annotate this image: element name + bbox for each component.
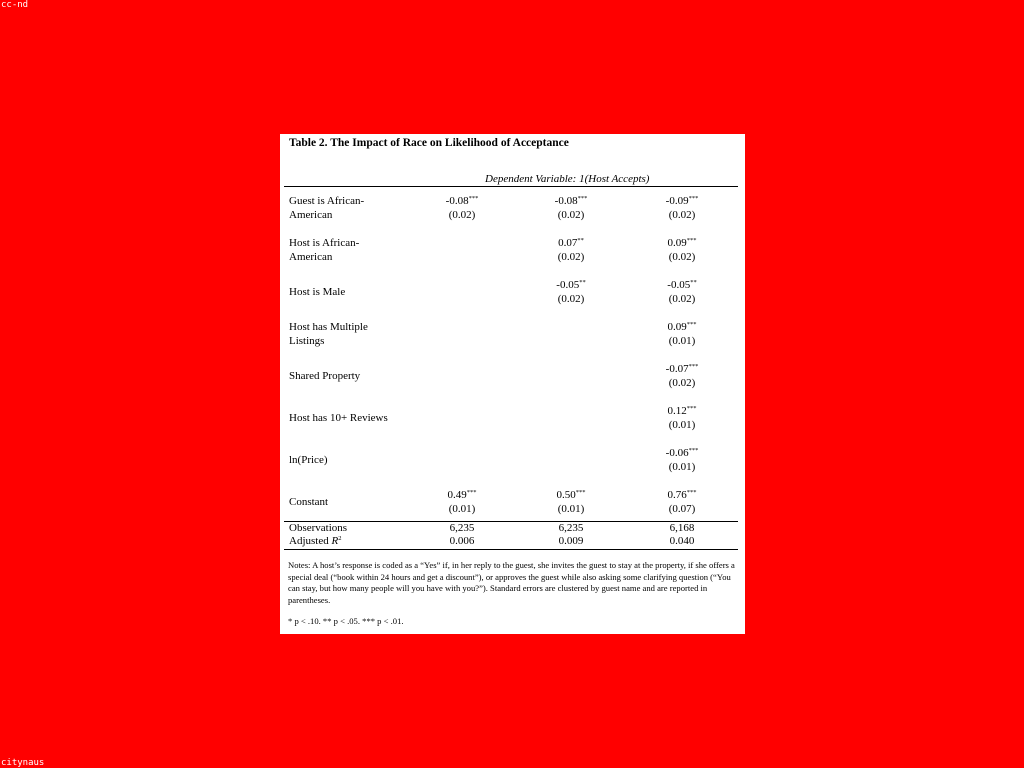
observations-col1: 6,235 [449,522,475,534]
coefficient-cell [531,489,611,516]
coefficient-value [642,279,722,293]
significance-stars: *** [686,237,697,244]
coefficient-value [642,489,722,503]
row-label [289,286,409,300]
coefficient: 0.09 [667,237,687,249]
significance-stars: *** [686,489,697,496]
bottom-rule [284,549,738,550]
coefficient-cell [531,279,611,306]
coefficient-cell [642,237,722,264]
standard-error: (0.02) [668,376,696,389]
corner-label-top-left: cc-nd [1,0,29,10]
row-label-line: American [289,208,333,221]
row-label-line: American [289,250,333,263]
row-label [289,321,409,348]
coefficient-cell [642,405,722,432]
coefficient: -0.05 [667,279,691,291]
standard-error: (0.01) [668,418,696,431]
standard-error: (0.02) [448,208,476,221]
coefficient: 0.07 [558,237,578,249]
coefficient-value [531,237,611,251]
coefficient: -0.06 [665,447,689,459]
coefficient-value [642,237,722,251]
table-title: Table 2. The Impact of Race on Likelihood of Acceptance [289,137,569,149]
adjusted-r2-label: Adjusted $R^2$ [289,535,342,547]
coefficient: 0.12 [667,405,687,417]
significance-stars: ** [577,237,584,244]
significance-stars: *** [688,195,699,202]
standard-error: (0.02) [557,292,585,305]
coefficient-cell [642,279,722,306]
observations-label: Observations [289,522,348,534]
row-label-line: Host has Multiple [289,321,368,333]
coefficient-value [422,489,502,503]
standard-error: (0.02) [668,250,696,263]
standard-error: (0.01) [668,334,696,347]
coefficient-cell [531,237,611,264]
significance-note: * p < .10. ** p < .05. *** p < .01. [288,616,404,626]
coefficient-cell [422,195,502,222]
coefficient-cell [642,321,722,348]
coefficient-cell [642,489,722,516]
significance-stars: *** [468,195,479,202]
row-label-line: Host is African- [289,237,360,249]
header-rule [284,186,738,187]
coefficient-cell [531,195,611,222]
row-label-line: Listings [289,334,325,347]
adjusted-r2-col3: 0.040 [669,535,695,547]
coefficient-value [642,405,722,419]
row-label [289,195,409,222]
row-label [289,454,409,468]
standard-error: (0.01) [557,502,585,515]
adjusted-r2-col1: 0.006 [449,535,475,547]
standard-error: (0.02) [668,292,696,305]
corner-label-bottom-left: citynaus [1,758,45,768]
row-label-line: Host has 10+ Reviews [289,412,388,424]
coefficient-cell [642,195,722,222]
coefficient: -0.08 [554,195,578,207]
row-label-line: Shared Property [289,370,361,382]
observations-col2: 6,235 [558,522,584,534]
standard-error: (0.02) [557,208,585,221]
coefficient: 0.76 [667,489,687,501]
coefficient-cell [422,489,502,516]
row-label [289,237,409,264]
row-label-line: ln(Price) [289,454,328,466]
significance-stars: *** [688,363,699,370]
standard-error: (0.01) [448,502,476,515]
coefficient-value [642,447,722,461]
coefficient-cell [642,447,722,474]
coefficient-value [642,363,722,377]
coefficient: -0.05 [556,279,580,291]
coefficient-value [531,195,611,209]
row-label [289,412,409,426]
coefficient: -0.07 [665,363,689,375]
coefficient-value [642,321,722,335]
table-document [280,134,745,634]
coefficient-value [531,279,611,293]
coefficient: 0.09 [667,321,687,333]
significance-stars: *** [575,489,586,496]
coefficient-value [642,195,722,209]
table-notes: Notes: A host’s response is coded as a “Yes” if, in her reply to the guest, she invites the guest to stay at the property, if she offers a special deal (“book within 24 hours and get a discount”), or approves the guest while also asking some clarifying question (“You can stay, but how many people will you have with you?”). Standard errors are clustered by guest name and are reported in parentheses. [288,560,735,605]
row-label [289,370,409,384]
significance-stars: *** [688,447,699,454]
significance-stars: ** [579,279,586,286]
adjusted-r2-col2: 0.009 [558,535,584,547]
significance-stars: *** [577,195,588,202]
coefficient-value [531,489,611,503]
row-label-line: Guest is African- [289,195,365,207]
coefficient: -0.08 [445,195,469,207]
row-label-line: Host is Male [289,286,346,298]
significance-stars: *** [466,489,477,496]
coefficient: 0.50 [556,489,576,501]
row-label-line: Constant [289,496,329,508]
standard-error: (0.01) [668,460,696,473]
significance-stars: *** [686,405,697,412]
standard-error: (0.02) [668,208,696,221]
row-label [289,496,409,510]
significance-stars: ** [690,279,697,286]
coefficient-cell [642,363,722,390]
standard-error: (0.07) [668,502,696,515]
coefficient-value [422,195,502,209]
dependent-variable-header: Dependent Variable: 1(Host Accepts) [485,173,650,185]
coefficient: -0.09 [665,195,689,207]
coefficient: 0.49 [447,489,467,501]
observations-col3: 6,168 [669,522,695,534]
standard-error: (0.02) [557,250,585,263]
significance-stars: *** [686,321,697,328]
